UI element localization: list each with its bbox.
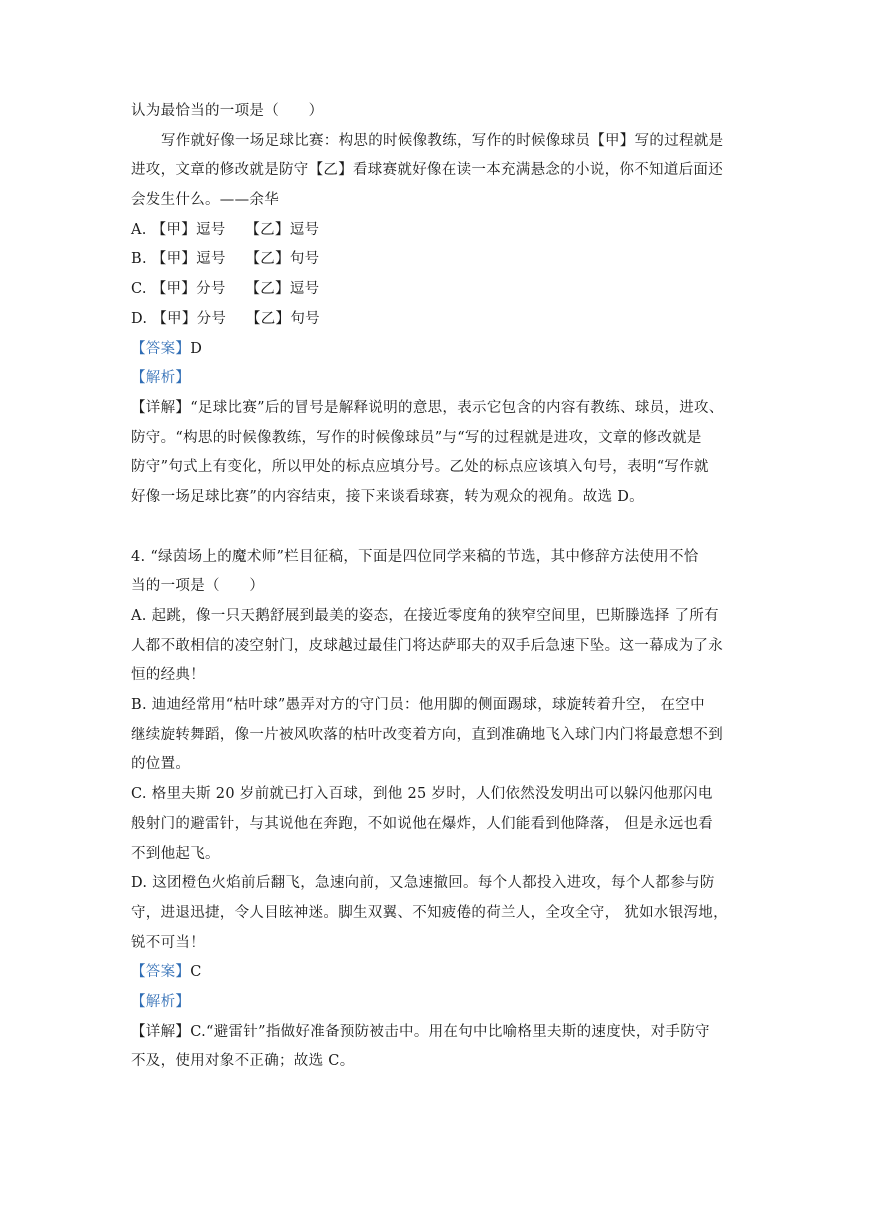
detail-text: “足球比赛”后的冒号是解释说明的意思，表示它包含的内容有教练、球员，进攻、 (190, 399, 724, 416)
q3-answer (131, 335, 741, 365)
q3-detail-line: 防守”句式上有变化，所以甲处的标点应填分号。乙处的标点应该填入句号，表明“写作就 (131, 459, 709, 476)
answer-tag: 【答案】 (131, 964, 191, 981)
detail-tag: 【详解】 (131, 399, 191, 416)
q4-detail-line (131, 1018, 741, 1048)
q3-option-b: B. 【甲】逗号 【乙】句号 (131, 251, 320, 268)
q3-passage-line: 进攻，文章的修改就是防守【乙】看球赛就好像在读一本充满悬念的小说，你不知道后面还 (131, 162, 723, 179)
q3-stem-tail: 认为最恰当的一项是（ ） (131, 103, 324, 119)
q4-answer (131, 958, 741, 988)
spacer (131, 513, 741, 543)
document-page (131, 97, 741, 1077)
q3-detail-line: 好像一场足球比赛”的内容结束，接下来谈看球赛，转为观众的视角。故选 D。 (131, 488, 644, 505)
q4-option-c-line: 不到他起飞。 (131, 845, 220, 862)
q4-option-d-line: 守，进退迅捷，令人目眩神迷。脚生双翼、不知疲倦的荷兰人，全攻全守， 犹如水银泻地， (131, 904, 728, 921)
q4-option-c-line: C. 格里夫斯 20 岁前就已打入百球，到他 25 岁时，人们依然没发明出可以躲闪他那闪电 (131, 786, 713, 803)
q3-option-a: A. 【甲】逗号 【乙】逗号 (131, 221, 320, 238)
q3-detail-line: 防守。“构思的时候像教练，写作的时候像球员”与“写的过程就是进攻，文章的修改就是 (131, 429, 702, 446)
answer-value: D (190, 340, 203, 357)
q4-option-c-line: 般射门的避雷针，与其说他在奔跑，不如说他在爆炸，人们能看到他降落， 但是永远也看 (131, 815, 714, 832)
answer-value: C (190, 964, 202, 981)
q4-option-b-line: 的位置。 (131, 756, 191, 773)
q4-stem-line: 当的一项是（ ） (131, 578, 265, 595)
q3-passage-line: 写作就好像一场足球比赛：构思的时候像教练，写作的时候像球员【甲】写的过程就是 (161, 132, 724, 149)
q4-option-b-line: B. 迪迪经常用“枯叶球”愚弄对方的守门员：他用脚的侧面踢球，球旋转着升空， 在空中 (131, 697, 705, 714)
q3-analysis (131, 364, 741, 394)
q4-option-a-line: 恒的经典！ (131, 667, 205, 684)
q3-detail-line (131, 394, 741, 424)
detail-tag: 【详解】 (131, 1023, 191, 1040)
q4-option-a-line: 人都不敢相信的凌空射门，皮球越过最佳门将达萨耶夫的双手后急速下坠。这一幕成为了永 (131, 637, 723, 654)
q4-stem-line: 4. “绿茵场上的魔术师”栏目征稿，下面是四位同学来稿的节选，其中修辞方法使用不恰 (131, 548, 699, 565)
q3-option-d: D. 【甲】分号 【乙】句号 (131, 310, 320, 327)
q3-option-c: C. 【甲】分号 【乙】逗号 (131, 281, 320, 298)
q4-detail-line: 不及，使用对象不正确；故选 C。 (131, 1053, 355, 1070)
q4-option-d-line: 锐不可当！ (131, 934, 205, 951)
analysis-tag: 【解析】 (131, 370, 191, 387)
analysis-tag: 【解析】 (131, 993, 191, 1010)
q4-option-b-line: 继续旋转舞蹈，像一片被风吹落的枯叶改变着方向，直到准确地飞入球门内门将最意想不到 (131, 726, 723, 743)
q3-passage-line: 会发生什么。——余华 (131, 192, 279, 209)
detail-text: C.“避雷针”指做好准备预防被击中。用在句中比喻格里夫斯的速度快，对手防守 (190, 1023, 710, 1040)
q4-option-a-line: A. 起跳，像一只天鹅舒展到最美的姿态，在接近零度角的狭窄空间里，巴斯滕选择 了所有 (131, 608, 719, 624)
answer-tag: 【答案】 (131, 340, 191, 357)
q4-option-d-line: D. 这团橙色火焰前后翻飞，急速向前，又急速撤回。每个人都投入进攻，每个人都参与防 (131, 875, 715, 892)
q4-analysis (131, 988, 741, 1018)
